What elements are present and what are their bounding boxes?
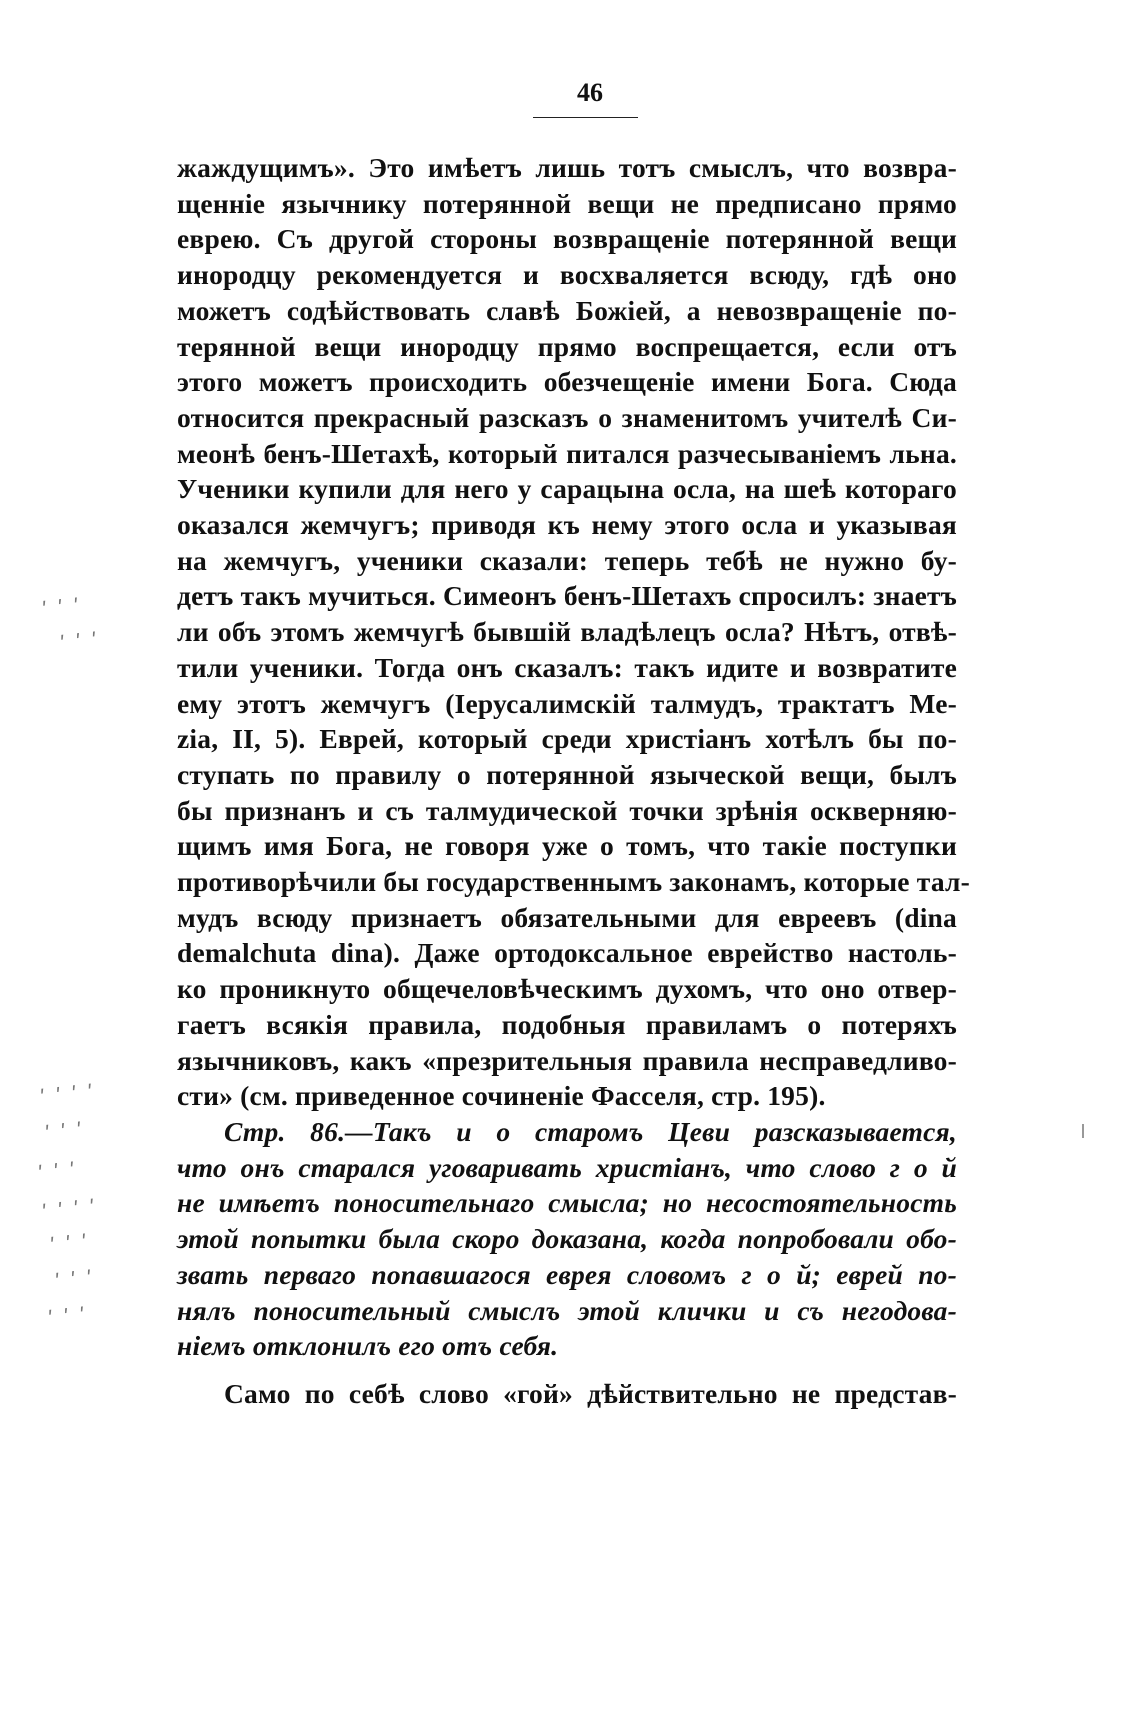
page-number: 46 [577, 78, 603, 107]
paragraph-block [177, 1376, 957, 1412]
text-line: можетъ содѣйствовать славѣ Божіей, а невозвращеніе по- [177, 294, 957, 326]
text-line: на жемчугъ, ученики сказали: теперь тебѣ не нужно бу- [177, 544, 957, 576]
text-line: щимъ имя Бога, не говоря уже о томъ, что такіе поступки [177, 830, 957, 862]
text-line: Стр. 86.—Такъ и о старомъ Цеви разсказывается, [224, 1115, 957, 1147]
text-line: детъ такъ мучиться. Симеонъ бенъ-Шетахъ спросилъ: знаетъ [177, 580, 957, 612]
text-line: терянной вещи инородцу прямо воспрещается, если отъ [177, 330, 957, 362]
text-line: сти» (см. приведенное сочиненіе Фасселя, стр. 195). [177, 1080, 826, 1112]
margin-scribble: ʹ ʹ ʹ ʹ [38, 1080, 97, 1110]
text-line: ко проникнуто общечеловѣческимъ духомъ, что оно отвер- [177, 973, 957, 1005]
text-line: бы признанъ и съ талмудической точки зрѣнія оскверняю- [177, 794, 957, 826]
margin-scribble: ʹ ʹ ʹ [40, 594, 83, 622]
text-line: Само по себѣ слово «гой» дѣйствительно не представ- [224, 1377, 957, 1409]
text-line: гаетъ всякія правила, подобныя правиламъ о потеряхъ [177, 1008, 957, 1040]
text-line: еврею. Съ другой стороны возвращеніе потерянной вещи [177, 223, 957, 255]
text-line: demalchuta dina). Даже ортодоксальное еврейство настоль- [177, 937, 957, 969]
text-line: что онъ старался уговаривать христіанъ, что слово г о й [177, 1151, 957, 1183]
page-number-rule [533, 117, 638, 118]
paragraph-gap [177, 1364, 957, 1376]
text-line: тили ученики. Тогда онъ сказалъ: такъ идите и возвратите [177, 651, 957, 683]
quoted-italic-passage [177, 1114, 957, 1364]
text-line: нялъ поносительный смыслъ этой клички и съ негодова- [177, 1294, 957, 1326]
paragraph-block [177, 150, 971, 1114]
text-line: меонѣ бенъ-Шетахѣ, который питался разчесываніемъ льна. [177, 437, 957, 469]
text-line: zia, II, 5). Еврей, который среди христіанъ хотѣлъ бы по- [177, 723, 957, 755]
text-line: этой попытки была скоро доказана, когда попробовали обо- [177, 1223, 957, 1255]
margin-tick [1082, 1124, 1084, 1138]
margin-scribble: ʹ ʹ ʹ [36, 1158, 79, 1186]
text-line: относится прекрасный разсказъ о знаменитомъ учителѣ Си- [177, 401, 957, 433]
text-line: ніемъ отклонилъ его отъ себя. [177, 1330, 559, 1362]
text-line: мудъ всюду признаетъ обязательными для евреевъ (dina [177, 901, 957, 933]
margin-scribble: ʹ ʹ ʹ [43, 1118, 86, 1146]
text-line: инородцу рекомендуется и восхваляется всюду, гдѣ оно [177, 259, 957, 291]
text-line: противорѣчили бы государственнымъ законамъ, которые тал- [177, 866, 971, 898]
text-line: звать перваго попавшагося еврея словомъ г о й; еврей по- [177, 1258, 957, 1290]
margin-scribble: ʹ ʹ ʹ [58, 628, 101, 656]
text-line: жаждущимъ». Это имѣетъ лишь тотъ смыслъ, что возвра- [177, 152, 957, 183]
text-line: этого можетъ происходить обезчещеніе имени Бога. Сюда [177, 366, 957, 398]
text-line: не имѣетъ поносительнаго смысла; но несостоятельность [177, 1187, 957, 1219]
text-line: Ученики купили для него у сарацына осла, на шеѣ котораго [177, 473, 957, 505]
text-line: щенніе язычнику потерянной вещи не предписано прямо [177, 187, 957, 219]
text-line: оказался жемчугъ; приводя къ нему этого осла и указывая [177, 509, 957, 541]
page-body [177, 150, 971, 1412]
text-line: ступать по правилу о потерянной языческой вещи, былъ [177, 758, 957, 790]
text-line: язычниковъ, какъ «презрительныя правила несправедливо- [177, 1044, 957, 1076]
text-line: ли объ этомъ жемчугѣ бывшій владѣлецъ осла? Нѣтъ, отвѣ- [177, 616, 957, 648]
margin-scribble: ʹ ʹ ʹ ʹ [40, 1195, 99, 1225]
margin-scribble: ʹ ʹ ʹ [46, 1303, 89, 1331]
margin-scribble: ʹ ʹ ʹ [48, 1230, 91, 1258]
text-line: ему этотъ жемчугъ (Іерусалимскій талмудъ, трактатъ Ме- [177, 687, 957, 719]
margin-scribble: ʹ ʹ ʹ [53, 1266, 96, 1294]
